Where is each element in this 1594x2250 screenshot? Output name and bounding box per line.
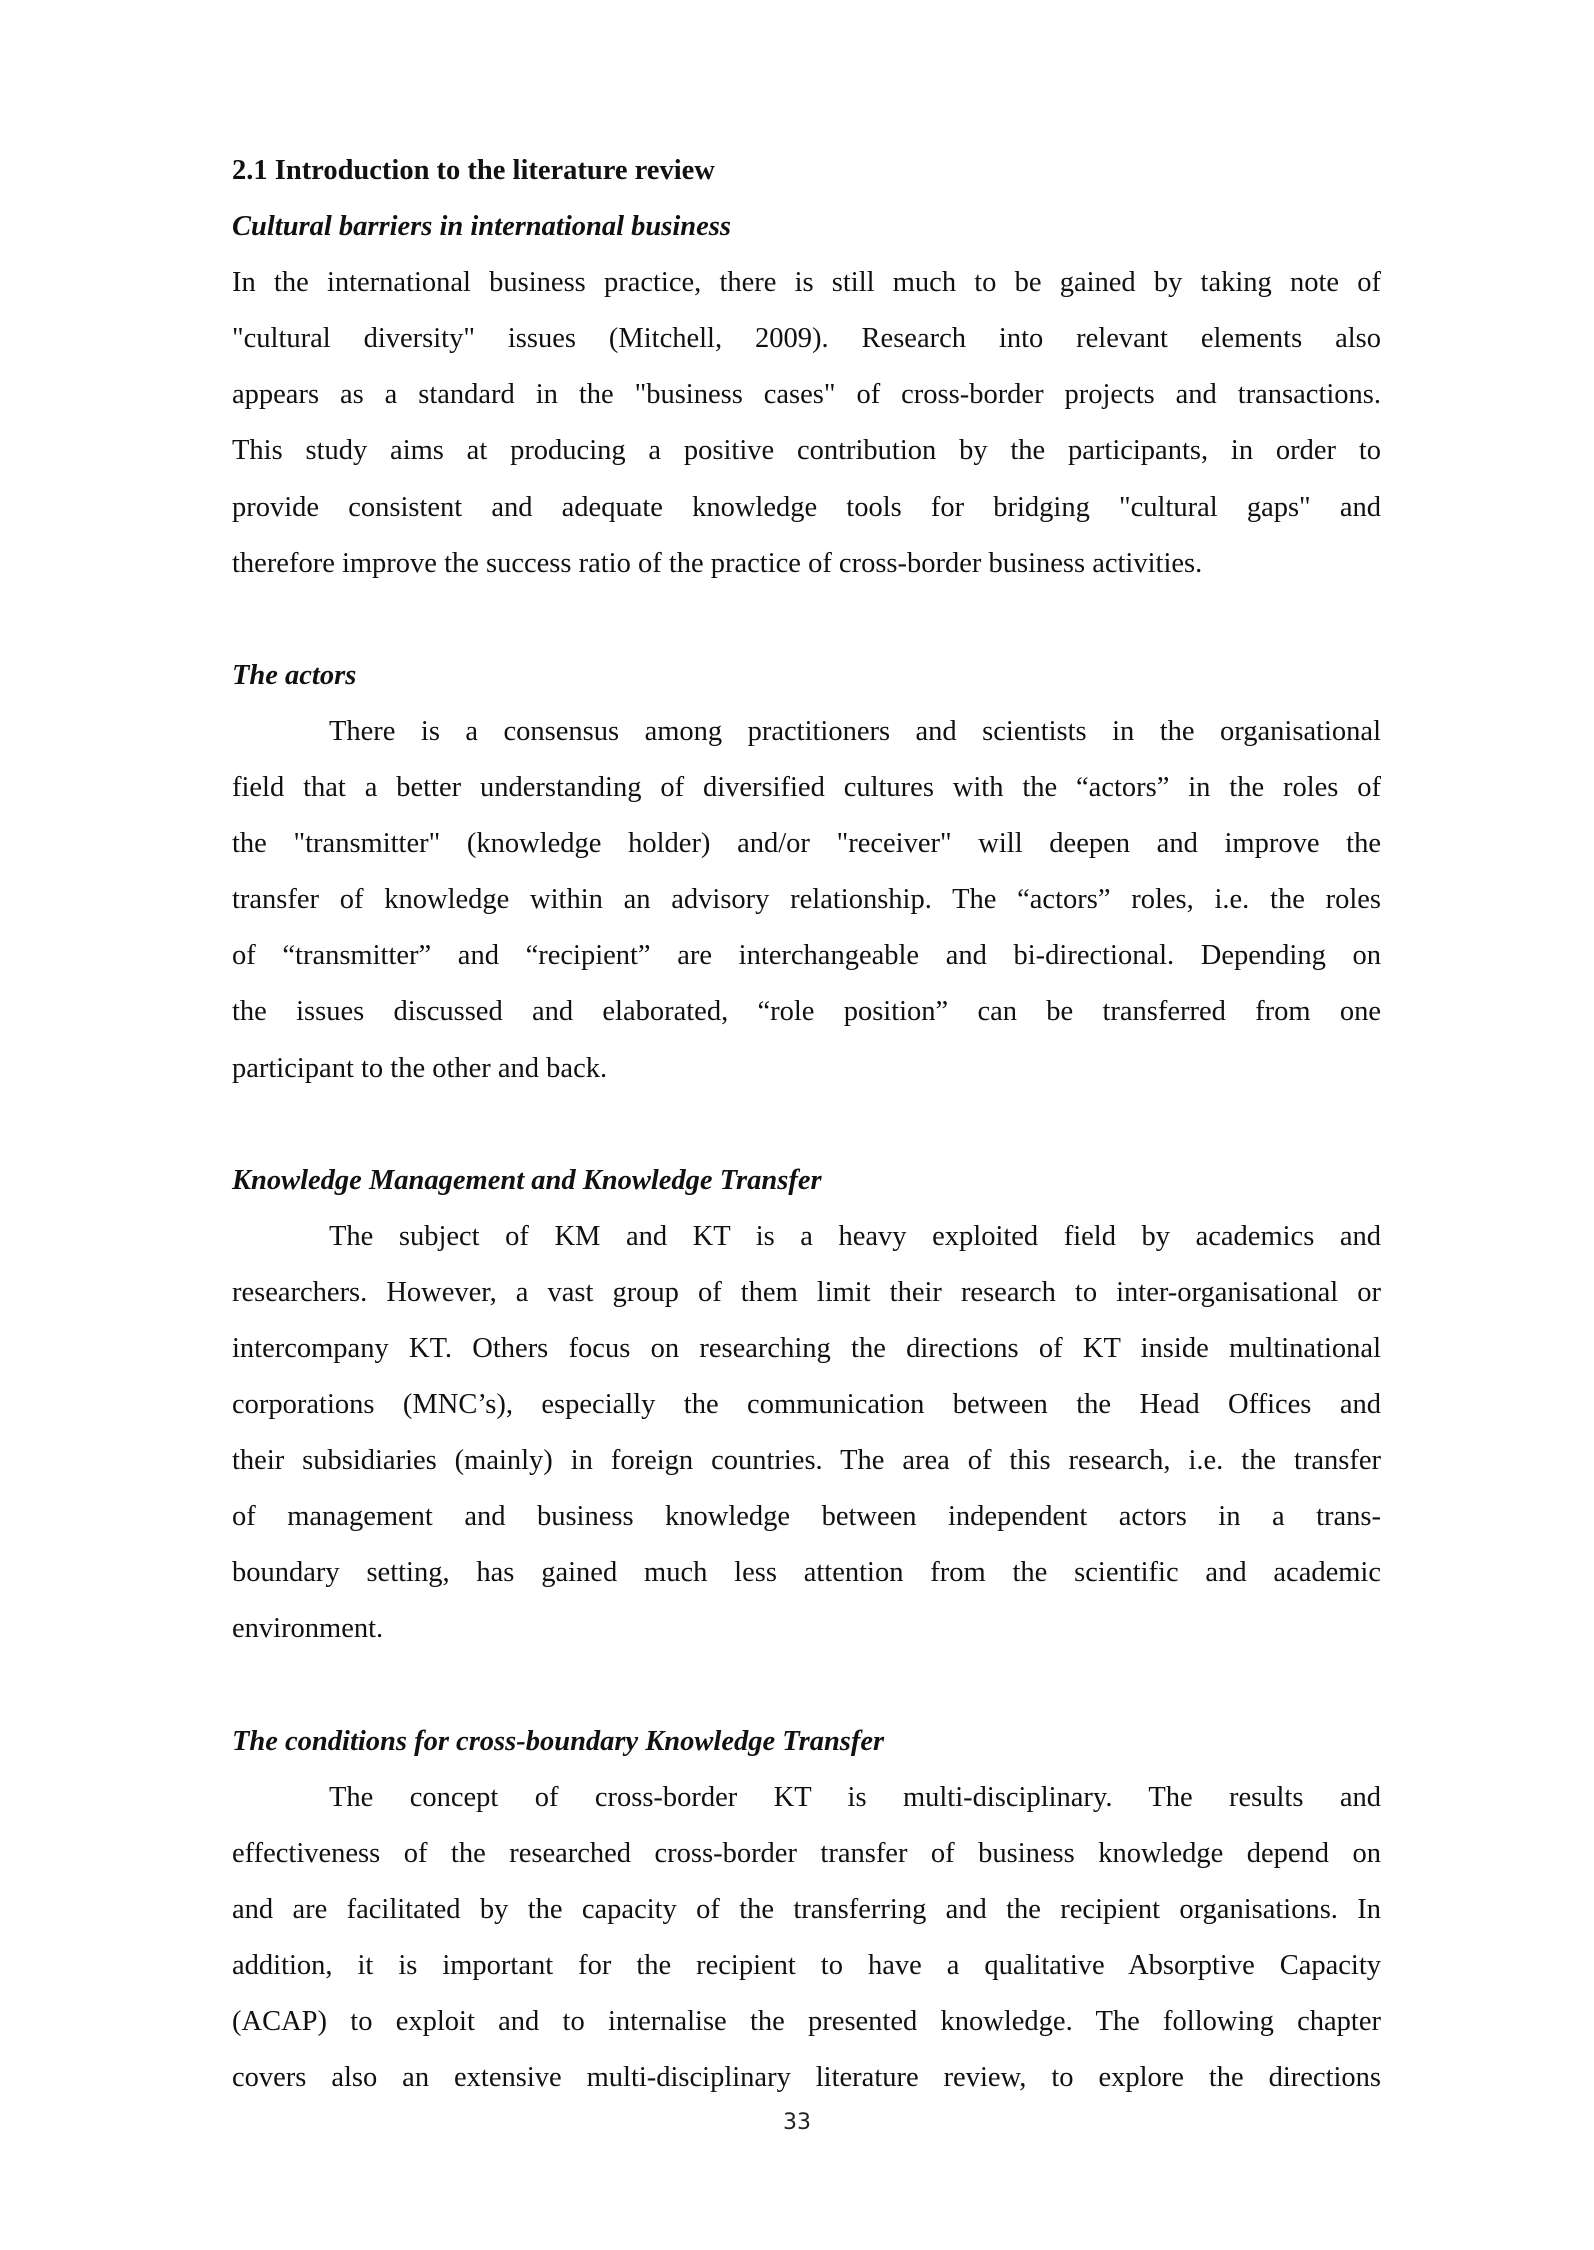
subsection-heading: The conditions for cross-boundary Knowledge Transfer <box>232 1725 885 1757</box>
blank-line <box>232 1097 1381 1153</box>
paragraph-line: participant to the other and back. <box>232 1052 608 1084</box>
paragraph-line: environment. <box>232 1613 384 1645</box>
subsection-heading: Knowledge Management and Knowledge Transfer <box>232 1164 822 1196</box>
blank-line <box>232 1658 1381 1714</box>
paragraph-line: therefore improve the success ratio of the practice of cross-border business activities. <box>232 547 1203 579</box>
sections <box>232 199 1381 2106</box>
paragraph-line: In the international business practice, there is still much to be gained by taking note of <box>232 267 1381 299</box>
paragraph-line: boundary setting, has gained much less attention from the scientific and academic <box>232 1557 1381 1589</box>
paragraph-line: (ACAP) to exploit and to internalise the presented knowledge. The following chapter <box>232 2006 1381 2038</box>
paragraph-line: The concept of cross-border KT is multi-disciplinary. The results and <box>329 1781 1381 1813</box>
paragraph-line: effectiveness of the researched cross-border transfer of business knowledge depend on <box>232 1837 1381 1869</box>
paragraph-line: intercompany KT. Others focus on researching the directions of KT inside multinational <box>232 1332 1381 1364</box>
paragraph-line: "cultural diversity" issues (Mitchell, 2009). Research into relevant elements also <box>232 323 1381 355</box>
paragraph-line: the issues discussed and elaborated, “role position” can be transferred from one <box>232 996 1381 1028</box>
paragraph-line: appears as a standard in the "business cases" of cross-border projects and transactions. <box>232 379 1381 411</box>
paragraph-line: of “transmitter” and “recipient” are interchangeable and bi-directional. Depending on <box>232 940 1381 972</box>
subsection-heading: Cultural barriers in international business <box>232 211 731 243</box>
paragraph-line: There is a consensus among practitioners and scientists in the organisational <box>329 715 1381 747</box>
subsection-heading: The actors <box>232 659 357 691</box>
paragraph-line: and are facilitated by the capacity of the transferring and the recipient organisations. In <box>232 1893 1381 1925</box>
paragraph-line: field that a better understanding of diversified cultures with the “actors” in the roles of <box>232 772 1381 804</box>
paragraph-line: The subject of KM and KT is a heavy exploited field by academics and <box>329 1220 1381 1252</box>
page-number: 33 <box>783 2110 811 2135</box>
paragraph-line: This study aims at producing a positive contribution by the participants, in order to <box>232 435 1381 467</box>
paragraph-line: provide consistent and adequate knowledge tools for bridging "cultural gaps" and <box>232 491 1381 523</box>
paragraph-line: their subsidiaries (mainly) in foreign countries. The area of this research, i.e. the transfer <box>232 1445 1381 1477</box>
paragraph-line: the "transmitter" (knowledge holder) and/or "receiver" will deepen and improve the <box>232 828 1381 860</box>
paragraph-line: covers also an extensive multi-disciplinary literature review, to explore the directions <box>232 2062 1381 2094</box>
blank-line <box>232 592 1381 648</box>
paragraph-line: addition, it is important for the recipient to have a qualitative Absorptive Capacity <box>232 1950 1381 1981</box>
document-page <box>232 143 1381 2106</box>
paragraph-line: researchers. However, a vast group of them limit their research to inter-organisational or <box>232 1276 1381 1308</box>
section-title: 2.1 Introduction to the literature review <box>232 155 715 186</box>
paragraph-line: transfer of knowledge within an advisory relationship. The “actors” roles, i.e. the roles <box>232 884 1381 916</box>
paragraph-line: of management and business knowledge between independent actors in a trans- <box>232 1501 1381 1533</box>
paragraph-line: corporations (MNC’s), especially the communication between the Head Offices and <box>232 1389 1381 1421</box>
